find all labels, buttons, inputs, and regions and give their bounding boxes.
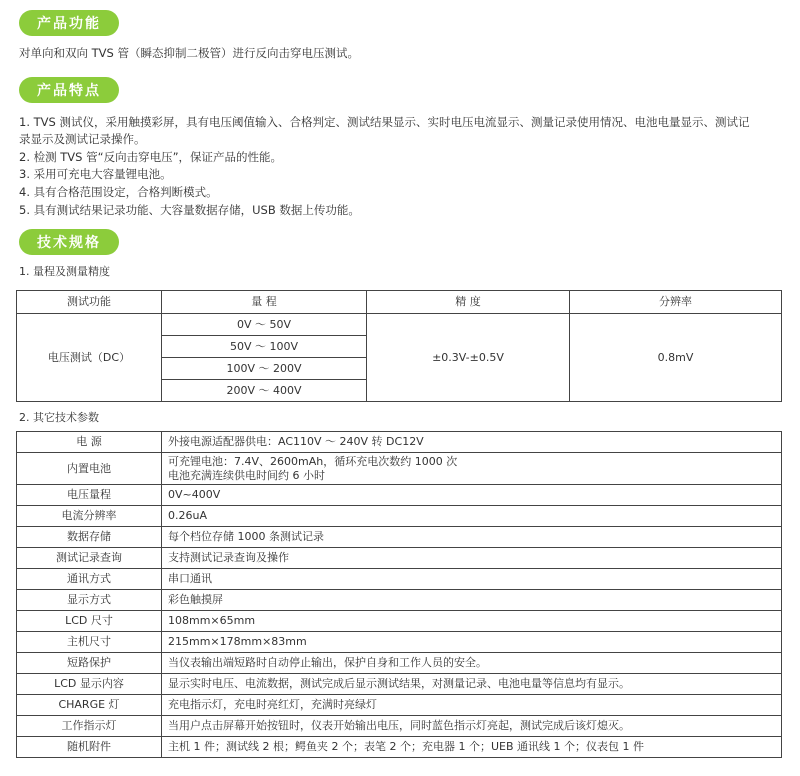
table-row bbox=[17, 569, 782, 590]
param-key: CHARGE 灯 bbox=[17, 695, 162, 716]
feature-line: 3. 采用可充电大容量锂电池。 bbox=[19, 167, 172, 181]
table-row bbox=[17, 527, 782, 548]
param-key: 工作指示灯 bbox=[17, 716, 162, 737]
param-key: 显示方式 bbox=[17, 590, 162, 611]
param-value: 0V~400V bbox=[162, 485, 782, 506]
accuracy-cell: ±0.3V-±0.5V bbox=[367, 314, 570, 402]
feature-line: 4. 具有合格范围设定，合格判断模式。 bbox=[19, 185, 218, 199]
section-title-features: 产品特点 bbox=[19, 77, 119, 103]
section-title-spec: 技术规格 bbox=[19, 229, 119, 255]
param-value: 显示实时电压、电流数据，测试完成后显示测试结果，对测量记录、电池电量等信息均有显示。 bbox=[162, 674, 782, 695]
param-key: LCD 显示内容 bbox=[17, 674, 162, 695]
header-accuracy: 精 度 bbox=[367, 291, 570, 314]
param-key: 电流分辨率 bbox=[17, 506, 162, 527]
header-range: 量 程 bbox=[162, 291, 367, 314]
param-value: 外接电源适配器供电：AC110V ～ 240V 转 DC12V bbox=[162, 432, 782, 453]
table-row bbox=[17, 548, 782, 569]
param-value: 当用户点击屏幕开始按钮时，仪表开始输出电压，同时蓝色指示灯亮起，测试完成后该灯熄灭。 bbox=[162, 716, 782, 737]
param-key: 电 源 bbox=[17, 432, 162, 453]
section-title-function: 产品功能 bbox=[19, 10, 119, 36]
table-row bbox=[17, 695, 782, 716]
table-row bbox=[17, 716, 782, 737]
table-row bbox=[17, 653, 782, 674]
table-row bbox=[17, 432, 782, 453]
param-value: 支持测试记录查询及操作 bbox=[162, 548, 782, 569]
header-function: 测试功能 bbox=[17, 291, 162, 314]
param-key: 数据存储 bbox=[17, 527, 162, 548]
feature-line: 1. TVS 测试仪，采用触摸彩屏，具有电压阈值输入、合格判定、测试结果显示、实时电压电流显示、测量记录使用情况、电池电量显示、测试记 bbox=[19, 115, 750, 129]
param-key: LCD 尺寸 bbox=[17, 611, 162, 632]
params-table bbox=[16, 431, 782, 758]
param-value: 主机 1 件；测试线 2 根；鳄鱼夹 2 个；表笔 2 个；充电器 1 个；UEB 通讯线 1 个；仪表包 1 件 bbox=[162, 737, 782, 758]
param-key: 短路保护 bbox=[17, 653, 162, 674]
param-key: 随机附件 bbox=[17, 737, 162, 758]
param-value: 充电指示灯，充电时亮红灯，充满时亮绿灯 bbox=[162, 695, 782, 716]
table-row bbox=[17, 485, 782, 506]
feature-line: 5. 具有测试结果记录功能、大容量数据存储，USB 数据上传功能。 bbox=[19, 203, 360, 217]
range-cell: 0V ～ 50V bbox=[162, 314, 367, 336]
param-value: 每个档位存储 1000 条测试记录 bbox=[162, 527, 782, 548]
param-value: 当仪表输出端短路时自动停止输出，保护自身和工作人员的安全。 bbox=[162, 653, 782, 674]
table-row bbox=[17, 590, 782, 611]
param-value: 串口通讯 bbox=[162, 569, 782, 590]
param-value: 0.26uA bbox=[162, 506, 782, 527]
table-row bbox=[17, 737, 782, 758]
header-resolution: 分辨率 bbox=[570, 291, 782, 314]
param-key: 电压量程 bbox=[17, 485, 162, 506]
param-value: 215mm×178mm×83mm bbox=[162, 632, 782, 653]
other-params-heading: 2. 其它技术参数 bbox=[19, 411, 99, 424]
table-row bbox=[17, 674, 782, 695]
function-text: 对单向和双向 TVS 管（瞬态抑制二极管）进行反向击穿电压测试。 bbox=[19, 46, 359, 60]
range-cell: 100V ～ 200V bbox=[162, 358, 367, 380]
feature-line: 录显示及测试记录操作。 bbox=[19, 132, 146, 146]
range-cell: 200V ～ 400V bbox=[162, 380, 367, 402]
table-row bbox=[17, 632, 782, 653]
param-key: 主机尺寸 bbox=[17, 632, 162, 653]
function-cell: 电压测试（DC） bbox=[17, 314, 162, 402]
table-row bbox=[17, 314, 782, 336]
param-key: 内置电池 bbox=[17, 453, 162, 485]
param-value-line: 可充锂电池：7.4V、2600mAh，循环充电次数约 1000 次 bbox=[168, 454, 458, 468]
param-value bbox=[162, 453, 782, 485]
range-heading: 1. 量程及测量精度 bbox=[19, 265, 110, 278]
table-row bbox=[17, 611, 782, 632]
table-header-row bbox=[17, 291, 782, 314]
param-value-line: 电池充满连续供电时间约 6 小时 bbox=[168, 468, 325, 482]
param-value: 彩色触摸屏 bbox=[162, 590, 782, 611]
range-table bbox=[16, 290, 782, 402]
resolution-cell: 0.8mV bbox=[570, 314, 782, 402]
param-key: 测试记录查询 bbox=[17, 548, 162, 569]
feature-line: 2. 检测 TVS 管“反向击穿电压”，保证产品的性能。 bbox=[19, 150, 283, 164]
param-value: 108mm×65mm bbox=[162, 611, 782, 632]
table-row bbox=[17, 506, 782, 527]
param-key: 通讯方式 bbox=[17, 569, 162, 590]
range-cell: 50V ～ 100V bbox=[162, 336, 367, 358]
table-row bbox=[17, 453, 782, 485]
